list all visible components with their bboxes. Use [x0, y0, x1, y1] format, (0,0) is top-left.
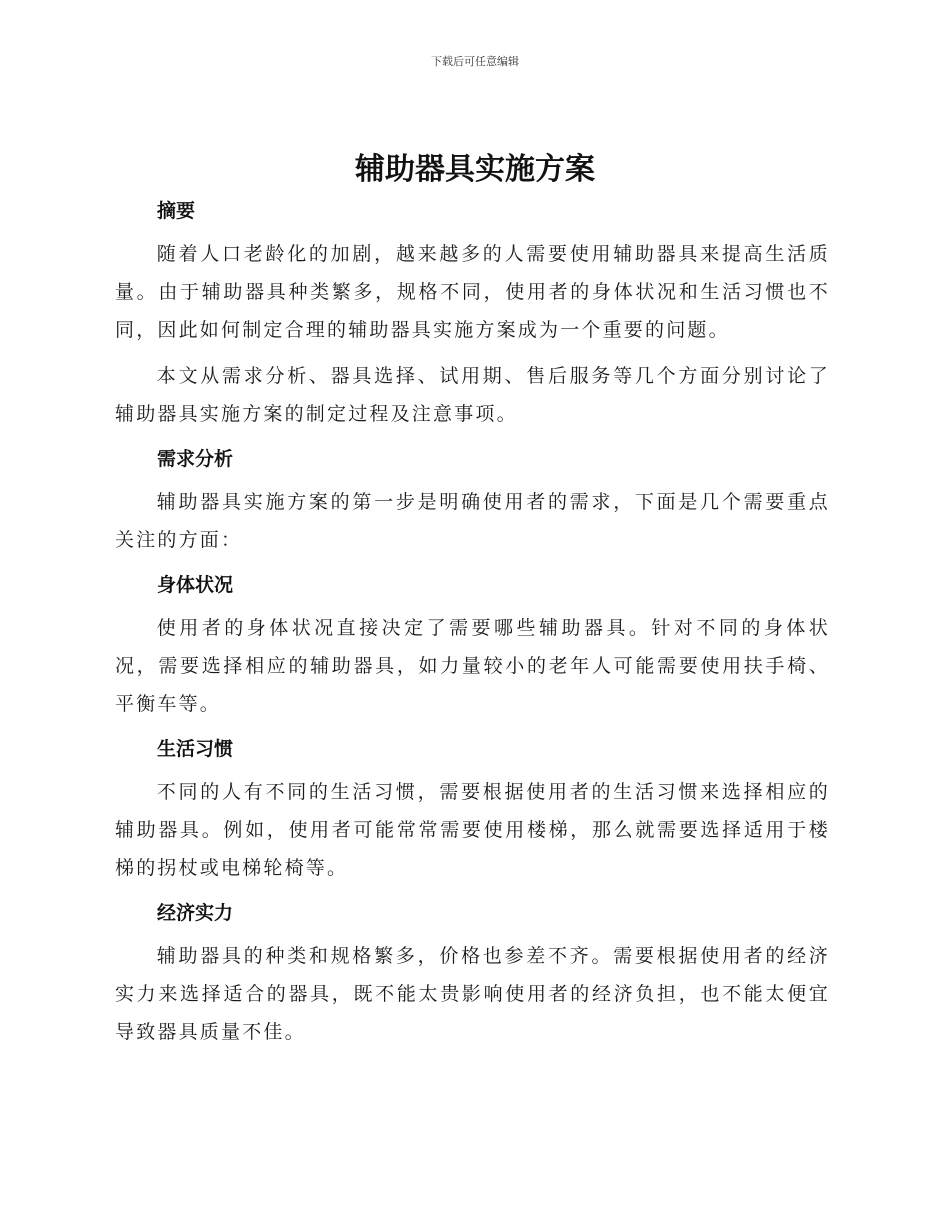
document-body	[115, 195, 830, 1051]
section-heading-needs-analysis: 需求分析	[157, 448, 234, 470]
living-habits-paragraph: 不同的人有不同的生活习惯，需要根据使用者的生活习惯来选择相应的辅助器具。例如，使用者可能常常需要使用楼梯，那么就需要选择适用于楼梯的拐杖或电梯轮椅等。	[115, 781, 830, 879]
physical-condition-paragraph: 使用者的身体状况直接决定了需要哪些辅助器具。针对不同的身体状况，需要选择相应的辅助器具，如力量较小的老年人可能需要使用扶手椅、平衡车等。	[115, 617, 830, 715]
section-heading-economic-strength: 经济实力	[157, 902, 234, 924]
needs-analysis-paragraph: 辅助器具实施方案的第一步是明确使用者的需求，下面是几个需要重点关注的方面：	[115, 491, 830, 551]
page-header-note: 下载后可任意编辑	[431, 55, 519, 68]
economic-strength-paragraph: 辅助器具的种类和规格繁多，价格也参差不齐。需要根据使用者的经济实力来选择适合的器具，既不能太贵影响使用者的经济负担，也不能太便宜导致器具质量不佳。	[115, 945, 830, 1043]
document-title: 辅助器具实施方案	[355, 152, 595, 187]
abstract-paragraph-2: 本文从需求分析、器具选择、试用期、售后服务等几个方面分别讨论了辅助器具实施方案的制定过程及注意事项。	[115, 365, 830, 425]
section-heading-abstract: 摘要	[157, 200, 196, 222]
abstract-paragraph-1: 随着人口老龄化的加剧，越来越多的人需要使用辅助器具来提高生活质量。由于辅助器具种类繁多，规格不同，使用者的身体状况和生活习惯也不同，因此如何制定合理的辅助器具实施方案成为一个重要的问题。	[115, 243, 830, 341]
section-heading-living-habits: 生活习惯	[157, 738, 234, 760]
section-heading-physical-condition: 身体状况	[157, 574, 234, 596]
